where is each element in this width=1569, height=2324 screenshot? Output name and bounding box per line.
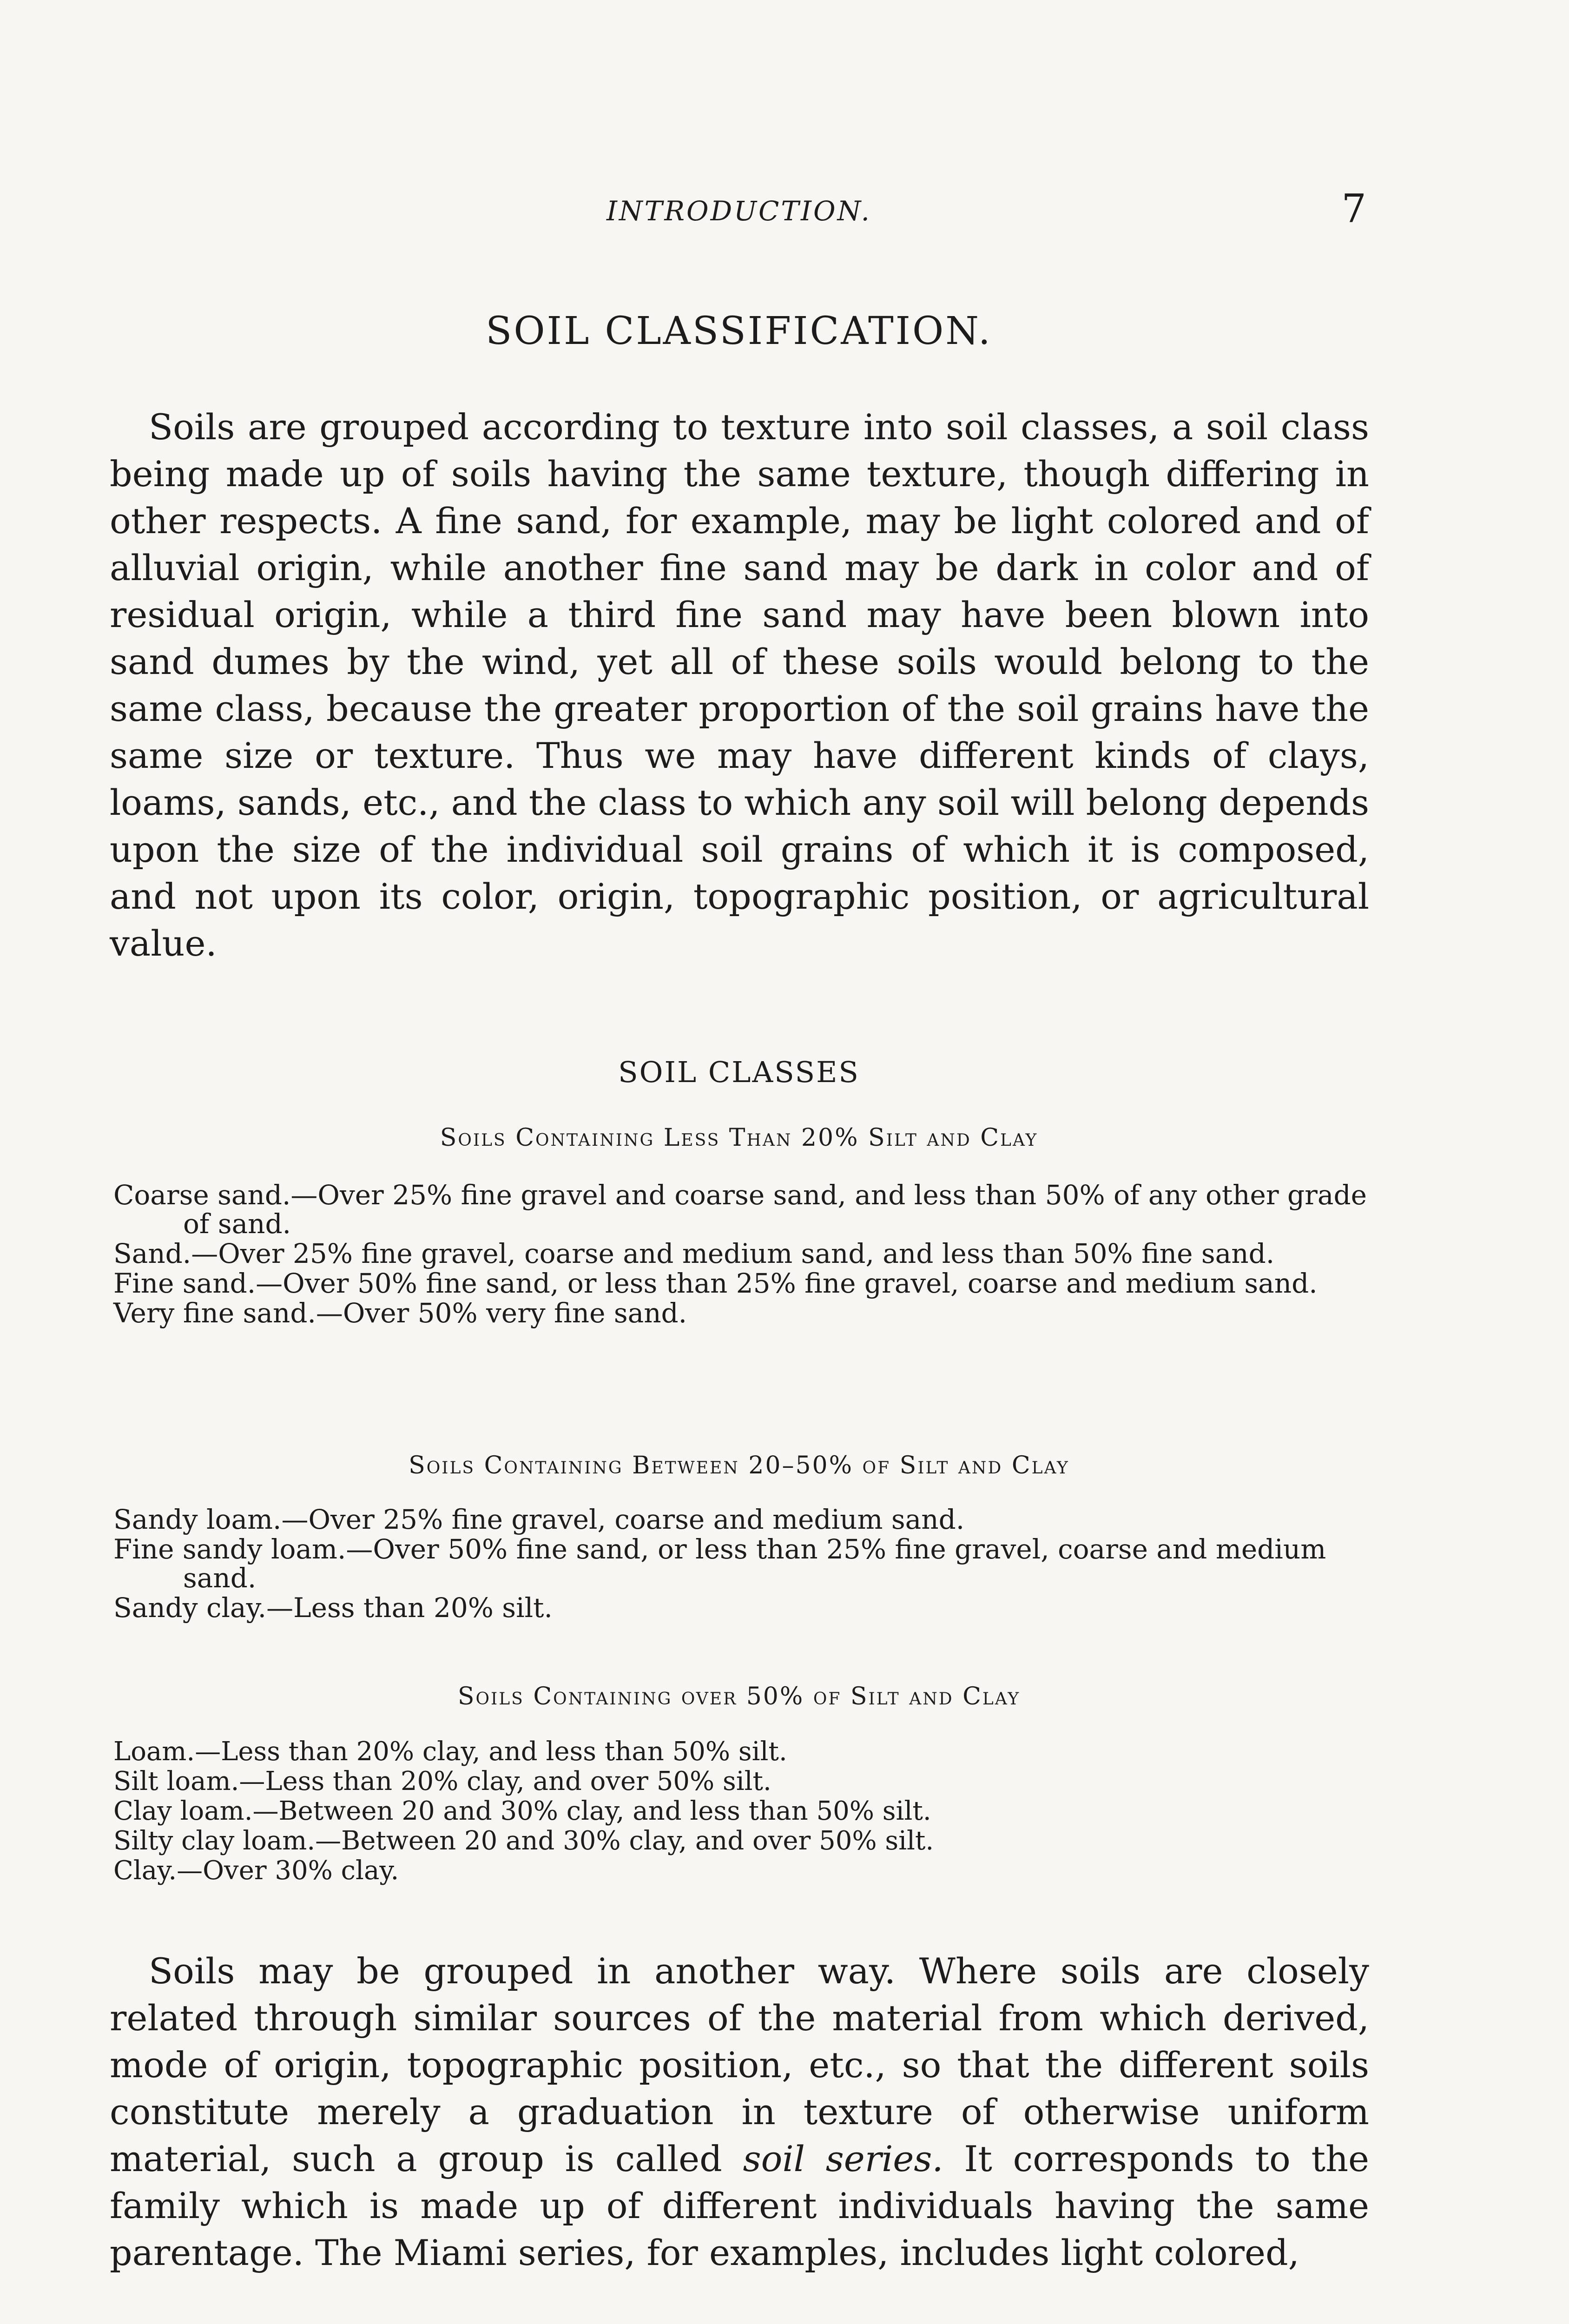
list-item: Fine sandy loam.—Over 50% fine sand, or less than 25% fine gravel, coarse and medium sand. — [113, 1533, 1326, 1594]
page-header — [112, 186, 1366, 237]
list-item: Very fine sand.—Over 50% very fine sand. — [113, 1297, 687, 1329]
group-heading-20-to-50: Soils Containing Between 20–50% of Silt and Clay — [409, 1452, 1069, 1479]
list-item: Clay.—Over 30% clay. — [113, 1855, 399, 1886]
paragraph-text: Soils may be grouped in another way. Where soils are closely related through similar sources of the material from which derived, mode of origin, topographic position, etc., so that the different soils constitute merely a graduation in texture of otherwise uniform material, such a group is called — [110, 1950, 1369, 2179]
list-item: Loam.—Less than 20% clay, and less than 50% silt. — [113, 1736, 787, 1767]
intro-paragraph: Soils are grouped according to texture into soil classes, a soil class being made up of soils having the same texture, though differing in other respects. A fine sand, for example, may be light colored and of alluvial origin, while another fine sand may be dark in color and of residual origin, while a third fine sand may have been blown into sand dumes by the wind, yet all of these soils would belong to the same class, because the greater proportion of the soil grains have the same size or texture. Thus we may have different kinds of clays, loams, sands, etc., and the class to which any soil will belong depends upon the size of the individual soil grains of which it is composed, and not upon its color, origin, topographic position, or agricultural value. — [110, 406, 1369, 964]
group-entries-20-to-50 — [113, 1505, 1368, 1623]
soil-series-paragraph — [110, 1948, 1369, 2276]
paragraph-text: It corresponds to the family which is made up of different individuals having the same parentage. The Miami series, for examples, includes light colored, — [110, 2138, 1369, 2273]
soil-classes-title: SOIL CLASSES — [618, 1055, 860, 1089]
list-item: Sandy clay.—Less than 20% silt. — [113, 1592, 553, 1624]
soil-series-term: soil series. — [743, 2138, 943, 2179]
list-item: Clay loam.—Between 20 and 30% clay, and less than 50% silt. — [113, 1796, 931, 1826]
section-title: SOIL CLASSIFICATION. — [486, 309, 992, 353]
running-head: INTRODUCTION. — [607, 195, 871, 227]
group-heading-over-50: Soils Containing over 50% of Silt and Clay — [457, 1683, 1021, 1710]
list-item: Fine sand.—Over 50% fine sand, or less than 25% fine gravel, coarse and medium sand. — [113, 1268, 1318, 1299]
page-number: 7 — [1341, 186, 1366, 231]
group-entries-less-than-20 — [113, 1181, 1368, 1328]
list-item: Silty clay loam.—Between 20 and 30% clay, and over 50% silt. — [113, 1826, 934, 1856]
list-item: Silt loam.—Less than 20% clay, and over 50% silt. — [113, 1766, 771, 1796]
group-entries-over-50 — [113, 1737, 1368, 1886]
list-item: Sand.—Over 25% fine gravel, coarse and medium sand, and less than 50% fine sand. — [113, 1238, 1275, 1269]
list-item: Coarse sand.—Over 25% fine gravel and coarse sand, and less than 50% of any other grade of sand. — [113, 1179, 1367, 1240]
group-heading-less-than-20: Soils Containing Less Than 20% Silt and Clay — [440, 1124, 1038, 1152]
list-item: Sandy loam.—Over 25% fine gravel, coarse and medium sand. — [113, 1504, 965, 1535]
